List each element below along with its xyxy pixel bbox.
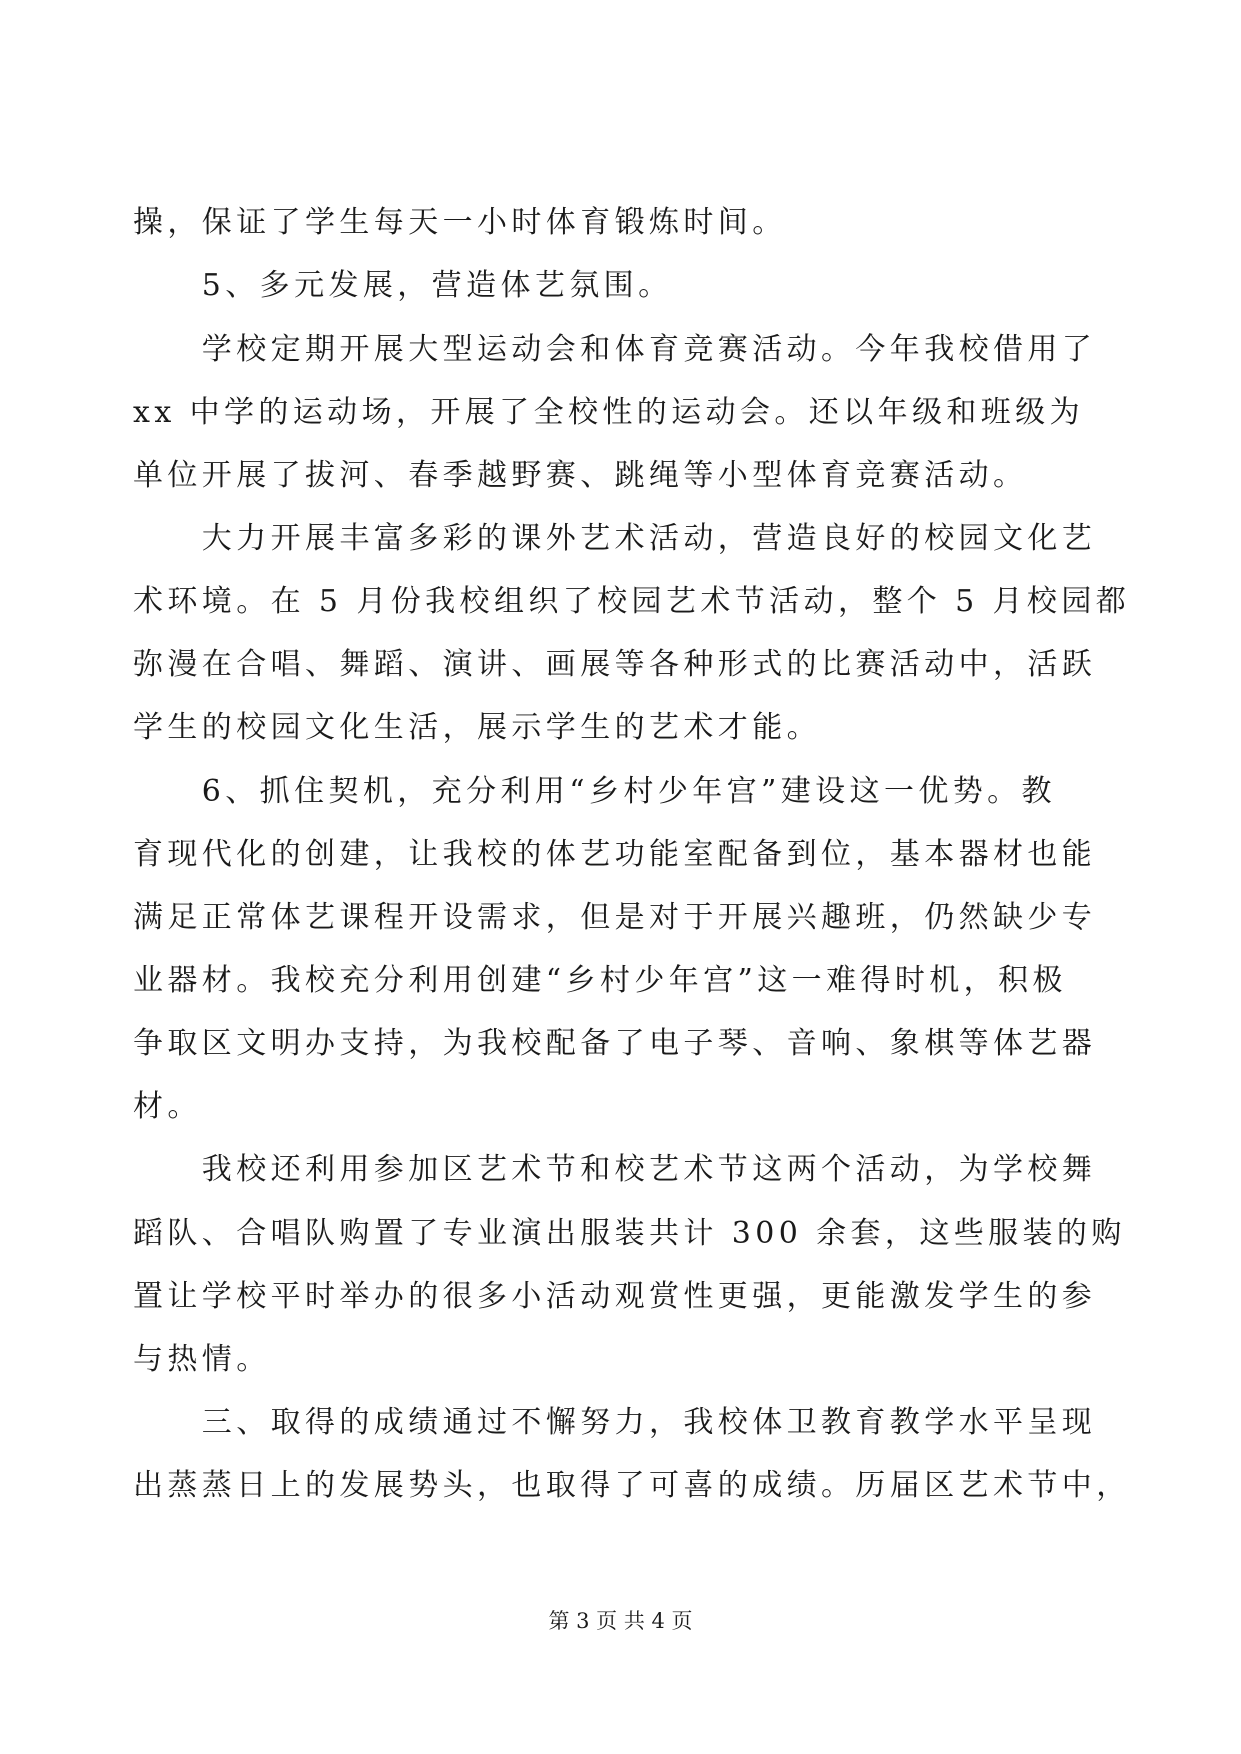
text-line: 弥漫在合唱、舞蹈、演讲、画展等各种形式的比赛活动中，活跃	[133, 647, 1097, 682]
text-line: 学校定期开展大型运动会和体育竞赛活动。今年我校借用了	[133, 332, 1097, 367]
text-line: 操，保证了学生每天一小时体育锻炼时间。	[133, 205, 787, 240]
text-line: 材。	[133, 1089, 202, 1124]
text-line: 我校还利用参加区艺术节和校艺术节这两个活动，为学校舞	[133, 1152, 1097, 1187]
text-line: 满足正常体艺课程开设需求，但是对于开展兴趣班，仍然缺少专	[133, 900, 1097, 935]
text-line: 5、多元发展，营造体艺氛围。	[133, 268, 673, 303]
text-line: 蹈队、合唱队购置了专业演出服装共计 300 余套，这些服装的购	[133, 1216, 1126, 1251]
text-line: 置让学校平时举办的很多小活动观赏性更强，更能激发学生的参	[133, 1279, 1097, 1314]
text-line: xx 中学的运动场，开展了全校性的运动会。还以年级和班级为	[133, 395, 1084, 430]
text-line: 三、取得的成绩通过不懈努力，我校体卫教育教学水平呈现	[133, 1405, 1097, 1440]
text-line: 大力开展丰富多彩的课外艺术活动，营造良好的校园文化艺	[133, 521, 1097, 556]
text-line: 业器材。我校充分利用创建“乡村少年宫”这一难得时机，积极	[133, 963, 1067, 998]
page-number-footer: 第 3 页 共 4 页	[548, 1609, 693, 1633]
text-line: 与热情。	[133, 1342, 271, 1377]
text-line: 育现代化的创建，让我校的体艺功能室配备到位，基本器材也能	[133, 837, 1097, 872]
text-line: 6、抓住契机，充分利用“乡村少年宫”建设这一优势。教	[133, 774, 1056, 809]
text-line: 出蒸蒸日上的发展势头，也取得了可喜的成绩。历届区艺术节中，	[133, 1468, 1131, 1503]
text-line: 术环境。在 5 月份我校组织了校园艺术节活动，整个 5 月校园都	[133, 584, 1131, 619]
text-line: 单位开展了拔河、春季越野赛、跳绳等小型体育竞赛活动。	[133, 458, 1028, 493]
text-line: 争取区文明办支持，为我校配备了电子琴、音响、象棋等体艺器	[133, 1026, 1097, 1061]
text-line: 学生的校园文化生活，展示学生的艺术才能。	[133, 710, 821, 745]
